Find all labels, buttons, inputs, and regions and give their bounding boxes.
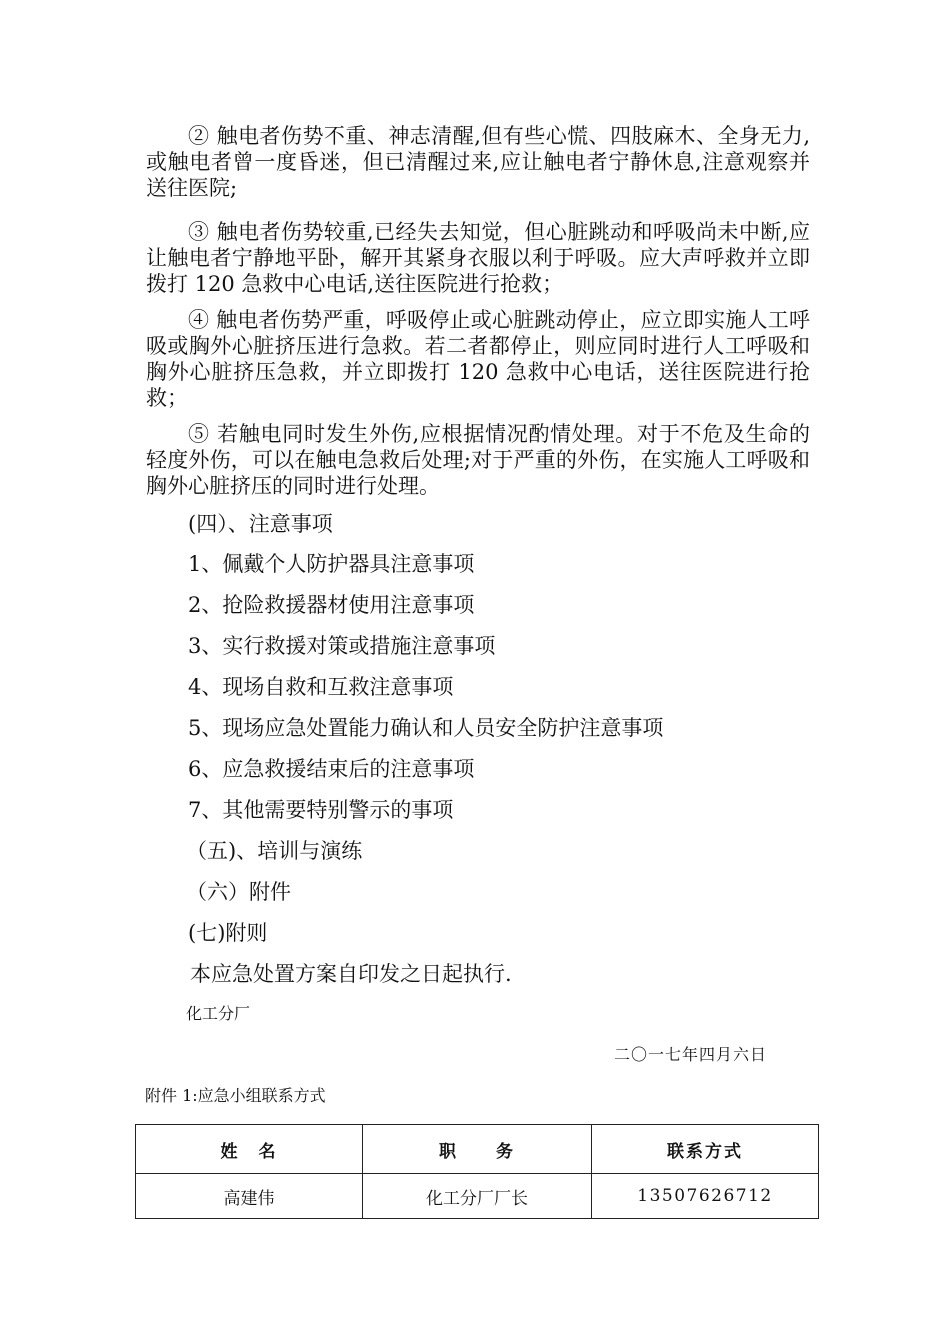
note-item: 6、应急救援结束后的注意事项 <box>188 757 475 781</box>
paragraph-3: ③ 触电者伤势较重,已经失去知觉，但心脏跳动和呼吸尚未中断,应让触电者宁静地平卧，解开其紧身衣服以利于呼吸。应大声呼救并立即拨打 120 急救中心电话,送往医院进行抢救； <box>146 220 810 296</box>
effective-statement: 本应急处置方案自印发之日起执行. <box>190 962 512 986</box>
paragraph-2: ② 触电者伤势不重、神志清醒,但有些心慌、四肢麻木、全身无力,或触电者曾一度昏迷，但已清醒过来,应让触电者宁静休息,注意观察并送往医院; <box>146 124 810 200</box>
note-item: 4、现场自救和互救注意事项 <box>188 675 454 699</box>
paragraph-4: ④ 触电者伤势严重，呼吸停止或心脏跳动停止，应立即实施人工呼吸或胸外心脏挤压进行急救。若二者都停止，则应同时进行人工呼吸和胸外心脏挤压急救，并立即拨打 120 急救中心电话，送往医院进行抢救； <box>146 308 810 410</box>
table-header-row <box>136 1125 819 1174</box>
cell-phone: 13507626712 <box>592 1174 819 1219</box>
section-6-heading: （六）附件 <box>186 880 291 904</box>
cell-position: 化工分厂厂长 <box>363 1174 592 1219</box>
contact-table <box>135 1124 819 1219</box>
note-item: 3、实行救援对策或措施注意事项 <box>188 634 496 658</box>
cell-name: 高建伟 <box>136 1174 363 1219</box>
issuer-name: 化工分厂 <box>186 1004 251 1023</box>
column-header-name: 姓 名 <box>136 1125 363 1174</box>
attachment-title: 附件 1:应急小组联系方式 <box>145 1086 326 1105</box>
column-header-position: 职 务 <box>363 1125 592 1174</box>
section-5-heading: （五)、培训与演练 <box>186 839 363 863</box>
table-row <box>136 1174 819 1219</box>
column-header-contact: 联系方式 <box>592 1125 819 1174</box>
paragraph-5: ⑤ 若触电同时发生外伤,应根据情况酌情处理。对于不危及生命的轻度外伤，可以在触电急救后处理;对于严重的外伤，在实施人工呼吸和胸外心脏挤压的同时进行处理。 <box>146 422 810 498</box>
note-item: 7、其他需要特别警示的事项 <box>188 798 454 822</box>
note-item: 1、佩戴个人防护器具注意事项 <box>188 552 475 576</box>
section-4-heading: (四）、注意事项 <box>188 512 333 536</box>
section-7-heading: (七)附则 <box>188 921 268 945</box>
note-item: 5、现场应急处置能力确认和人员安全防护注意事项 <box>188 716 664 740</box>
issue-date: 二〇一七年四月六日 <box>614 1045 768 1064</box>
note-item: 2、抢险救援器材使用注意事项 <box>188 593 475 617</box>
